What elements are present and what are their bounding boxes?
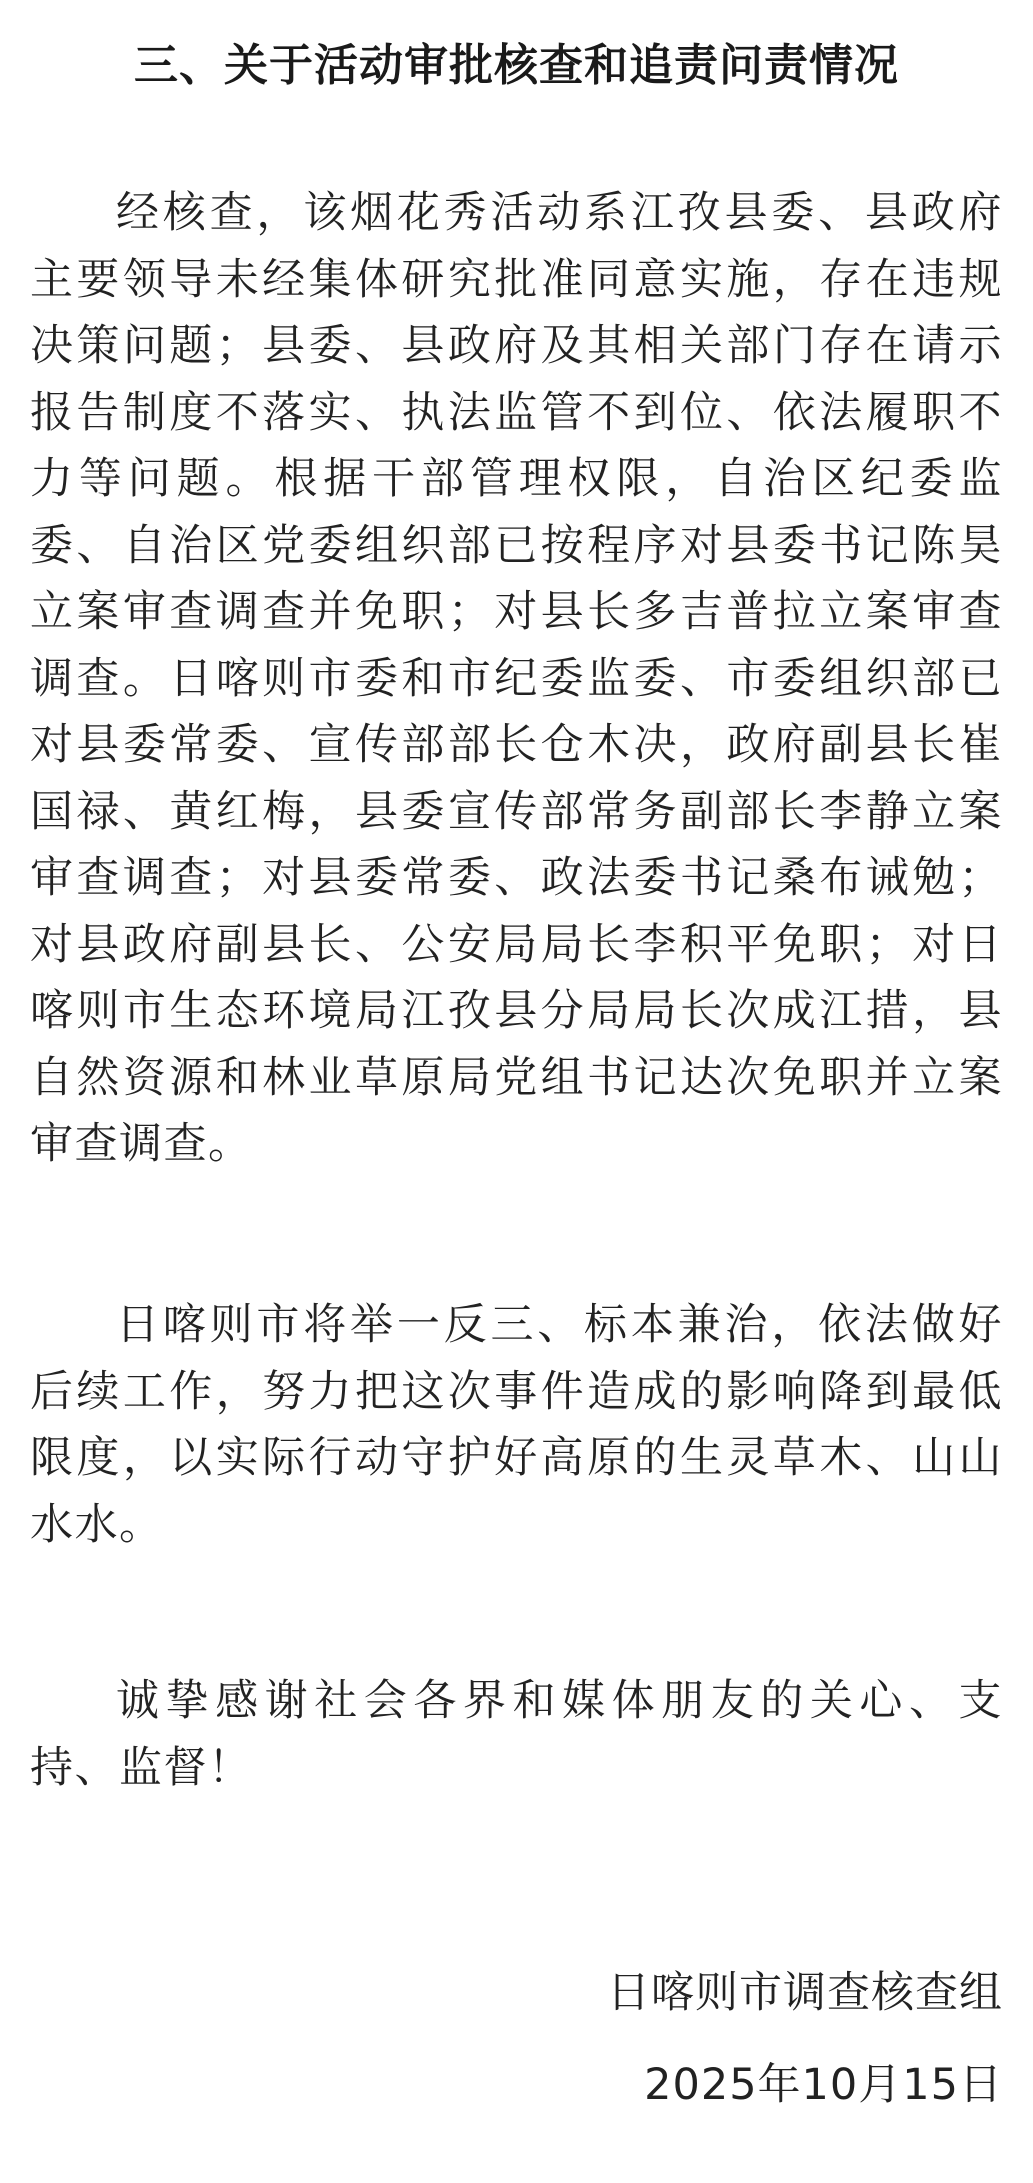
paragraph-acknowledgement: 诚挚感谢社会各界和媒体朋友的关心、支持、监督！	[30, 1676, 1003, 1793]
section-heading: 三、关于活动审批核查和追责问责情况	[134, 40, 899, 91]
signature-organization: 日喀则市调查核查组	[607, 1968, 1003, 2018]
paragraph-investigation-findings: 经核查，该烟花秀活动系江孜县委、县政府主要领导未经集体研究批准同意实施，存在违规决策问题；县委、县政府及其相关部门存在请示报告制度不落实、执法监管不到位、依法履职不力等问题。根据干部管理权限，自治区纪委监委、自治区党委组织部已按程序对县委书记陈昊立案审查调查并免职；对县长多吉普拉立案审查调查。日喀则市委和市纪委监委、市委组织部已对县委常委、宣传部部长仓木决，政府副县长崔国禄、黄红梅，县委宣传部常务副部长李静立案审查调查；对县委常委、政法委书记桑布诫勉；对县政府副县长、公安局局长李积平免职；对日喀则市生态环境局江孜县分局局长次成江措，县自然资源和林业草原局党组书记达次免职并立案审查调查。	[30, 188, 1003, 1169]
paragraph-follow-up-work: 日喀则市将举一反三、标本兼治，依法做好后续工作，努力把这次事件造成的影响降到最低限度，以实际行动守护好高原的生灵草木、山山水水。	[30, 1300, 1003, 1550]
signature-date: 2025年10月15日	[644, 2060, 1003, 2110]
